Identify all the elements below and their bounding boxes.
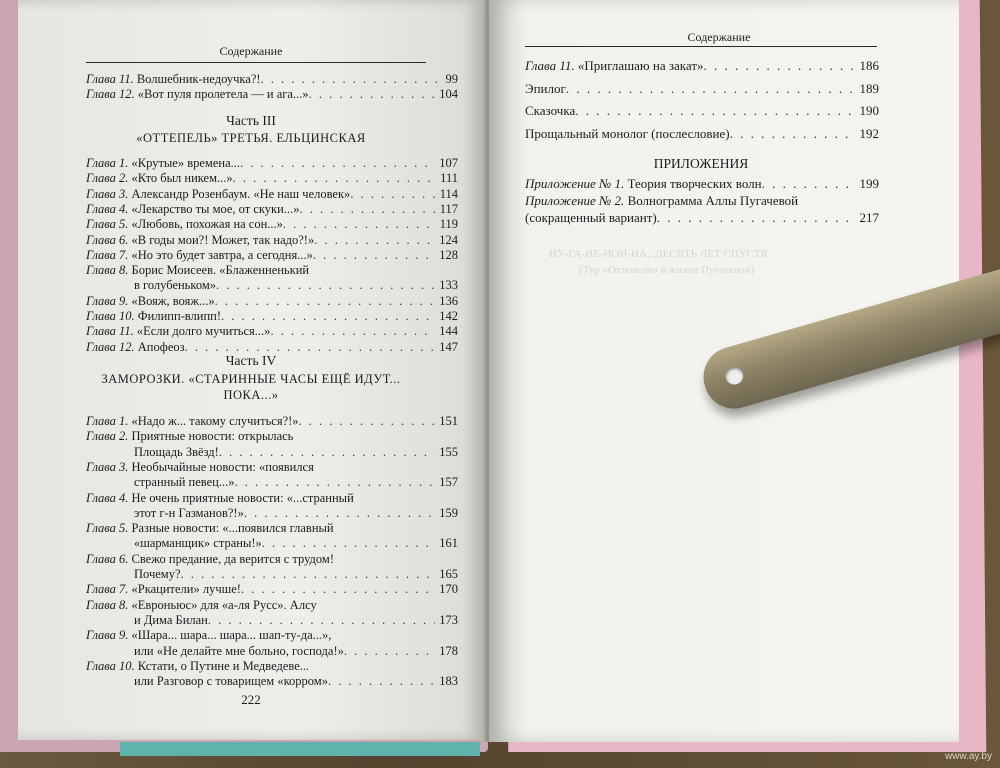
toc-page-number: 117 [439, 201, 458, 216]
leader-dots [233, 171, 437, 186]
toc-page-number: 189 [859, 80, 879, 96]
toc-chapter-title: Приятные новости: открылась [131, 429, 294, 444]
toc-entry-title [86, 202, 299, 217]
toc-entry-title [86, 582, 241, 597]
toc-page-number: 173 [439, 612, 458, 627]
toc-page-number: 186 [859, 58, 879, 73]
toc-entry [86, 324, 458, 339]
toc-entry [86, 87, 458, 102]
toc-chapter-title: «Любовь, похожая на сон...» [131, 217, 283, 232]
toc-entry [86, 414, 458, 429]
toc-entry-cont-text: этот г-н Газманов?!» [134, 505, 244, 520]
toc-chapter-label: Глава 8. [86, 263, 129, 278]
toc-chapter-title: «Надо ж... такому случиться?!» [131, 414, 299, 428]
toc-chapter-title: Волшебник-недоучка?! [136, 72, 261, 86]
running-head: Содержание [687, 30, 751, 44]
toc-page-number: 157 [439, 475, 458, 490]
toc-page-number: 178 [439, 643, 458, 658]
toc-page-number: 124 [439, 232, 458, 247]
toc-entry-title [86, 598, 317, 613]
toc-page-number: 104 [439, 87, 458, 102]
toc-chapter-title: «Крутые» времена... [131, 156, 240, 170]
toc-chapter-label: Глава 9. [86, 628, 129, 643]
toc-entry-cont-text: странный певец...» [134, 475, 235, 490]
toc-chapter-label: Приложение № 1. [525, 176, 625, 191]
toc-entry-continuation [134, 536, 458, 551]
toc-entry-continuation [134, 475, 458, 490]
part-title: Часть III [226, 113, 276, 128]
toc-entry-title [86, 171, 233, 186]
toc-entry [86, 294, 458, 309]
toc-page-number: 114 [439, 186, 458, 201]
toc-chapter-label: Глава 5. [86, 521, 129, 536]
toc-chapter-label: Глава 12. [86, 87, 135, 102]
leader-dots [350, 187, 435, 202]
leader-dots [730, 126, 856, 142]
header-rule [86, 62, 426, 63]
toc-entry-title [86, 429, 293, 444]
toc-chapter-label: Глава 4. [86, 490, 129, 505]
toc-entry-continuation [525, 210, 879, 226]
toc-page-number: 136 [439, 293, 458, 308]
toc-chapter-title: Эпилог [525, 80, 566, 96]
toc-entry-cont-text: в голубеньком» [134, 278, 216, 293]
toc-entry [86, 582, 458, 597]
toc-chapter-label: Глава 11. [525, 58, 575, 73]
toc-chapter-title: «Вот пуля пролетела — и ага...» [137, 87, 309, 102]
running-head: Содержание [219, 44, 283, 58]
toc-entry [525, 126, 879, 142]
toc-chapter-title: Волнограмма Аллы Пугачевой [627, 193, 799, 208]
toc-entry-title [86, 628, 331, 643]
leader-dots [313, 248, 435, 263]
toc-chapter-title: Свежо предание, да верится с трудом! [131, 551, 335, 566]
toc-entry-title [86, 156, 240, 171]
toc-page-number: 199 [859, 176, 879, 191]
toc-entry-cont-text: или «Не делайте мне больно, господа!» [134, 643, 344, 658]
toc-entry-continuation [134, 506, 458, 521]
toc-entry [86, 187, 458, 202]
toc-entry-title [86, 309, 221, 324]
toc-entry-continuation [134, 567, 458, 582]
toc-entry-title [525, 126, 730, 142]
toc-page-number: 217 [859, 210, 879, 225]
toc-page-number: 161 [439, 536, 458, 551]
toc-chapter-label: Глава 10. [86, 658, 135, 673]
part-subtitle: ЗАМОРОЗКИ. «СТАРИННЫЕ ЧАСЫ ЕЩЁ ИДУТ... [101, 372, 401, 386]
toc-page-number: 111 [440, 171, 458, 186]
toc-entry-title [86, 324, 270, 339]
toc-page-number: 107 [439, 156, 458, 170]
toc-chapter-title: Не очень приятные новости: «...странный [131, 490, 354, 505]
toc-chapter-title: «Шара... шара... шара... шап-ту-да...», [131, 628, 332, 643]
toc-entry-title [525, 193, 798, 209]
toc-entry [86, 217, 458, 232]
toc-entry-cont-text: Почему? [134, 567, 181, 581]
toc-chapter-label: Глава 11. [86, 72, 134, 86]
leader-dots [219, 445, 435, 460]
toc-chapter-label: Глава 9. [86, 293, 129, 308]
toc-page-number: 128 [439, 247, 458, 262]
leader-dots [241, 582, 435, 597]
leader-dots [215, 294, 436, 309]
toc-entry [525, 193, 879, 209]
leader-dots [181, 567, 436, 582]
toc-entry [86, 202, 458, 217]
leader-dots [240, 156, 435, 171]
toc-entry-title [86, 460, 314, 475]
toc-page-number: 147 [439, 339, 458, 354]
part-subtitle: «ОТТЕПЕЛЬ» ТРЕТЬЯ. ЕЛЬЦИНСКАЯ [136, 131, 366, 145]
toc-chapter-label: Глава 1. [86, 414, 129, 428]
toc-chapter-label: Глава 5. [86, 217, 129, 232]
toc-chapter-label: Глава 7. [86, 247, 129, 262]
toc-entry-cont-text: «шарманщик» страны!» [134, 536, 262, 551]
bookmark-ribbon [120, 742, 480, 756]
toc-entry [525, 81, 879, 97]
toc-entry-title [525, 176, 762, 192]
toc-entry-continuation [134, 445, 458, 460]
part-subtitle: ПОКА...» [223, 388, 279, 402]
toc-entry-cont-text: Площадь Звёзд! [134, 444, 219, 459]
toc-chapter-title: «Кто был никем...» [131, 171, 233, 186]
toc-chapter-title: «Лекарство ты мое, от скуки...» [131, 201, 300, 216]
leader-dots [657, 210, 856, 226]
toc-entry [86, 491, 458, 506]
toc-chapter-title: Филипп-влипп! [137, 309, 222, 323]
leader-dots [309, 87, 436, 102]
toc-entry [86, 429, 458, 444]
toc-chapter-title: Апофеоз [137, 339, 185, 354]
show-through-text: (Тур «Оттепели» в жизни Пугачевой) [579, 264, 755, 276]
toc-entry [86, 171, 458, 186]
leader-dots [283, 217, 436, 232]
toc-page-number: 190 [859, 103, 879, 118]
toc-chapter-title: «Если долго мучиться...» [136, 324, 271, 339]
toc-entry [86, 598, 458, 613]
toc-entry-title [86, 233, 314, 248]
leader-dots [762, 176, 856, 192]
toc-chapter-label: Глава 2. [86, 171, 129, 186]
toc-entry [86, 263, 458, 278]
toc-entry-title [86, 87, 309, 102]
leader-dots [262, 536, 435, 551]
toc-entry-continuation [134, 613, 458, 628]
ruler-hole [723, 364, 745, 386]
toc-page-number: 99 [445, 72, 458, 86]
toc-entry [86, 72, 458, 87]
part-title: Часть IV [225, 353, 277, 368]
toc-page-number: 192 [859, 125, 879, 141]
toc-chapter-label: Глава 3. [86, 459, 129, 474]
toc-page-number: 142 [439, 309, 458, 323]
toc-chapter-title: Сказочка [525, 103, 576, 118]
toc-page-number: 133 [439, 278, 458, 293]
toc-entry-title [86, 248, 313, 263]
toc-entry [525, 103, 879, 119]
toc-chapter-title: Теория творческих волн [627, 176, 762, 191]
toc-chapter-label: Глава 10. [86, 309, 135, 323]
toc-page-number: 144 [439, 324, 458, 339]
toc-entry [86, 552, 458, 567]
toc-entry-title [86, 217, 283, 232]
toc-entry [86, 659, 458, 674]
toc-entry-title [86, 491, 354, 506]
toc-entry [86, 309, 458, 324]
toc-entry-title [86, 521, 334, 536]
toc-entry [86, 460, 458, 475]
leader-dots [261, 72, 442, 87]
toc-chapter-label: Приложение № 2. [525, 193, 625, 208]
show-through-text: НУ-ГА-НЕ-ИОН-НА...ДЕСЯТЬ ЛЕТ СПУСТЯ [549, 248, 768, 260]
toc-entry-cont-text: и Дима Билан [134, 612, 208, 627]
leader-dots [299, 202, 435, 217]
toc-entry-title [525, 81, 566, 97]
toc-chapter-title: «Вояж, вояж...» [131, 293, 215, 308]
toc-page-number: 165 [439, 567, 458, 581]
watermark: www.ay.by [944, 751, 992, 762]
leader-dots [566, 81, 856, 97]
toc-page-number: 151 [439, 414, 458, 428]
toc-chapter-label: Глава 7. [86, 582, 129, 597]
toc-chapter-title: Прощальный монолог (послесловие) [525, 125, 730, 141]
toc-entry-continuation [134, 278, 458, 293]
toc-entry-title [86, 659, 309, 674]
toc-entry-continuation [134, 644, 458, 659]
toc-page-number: 183 [439, 674, 458, 689]
toc-page-number: 159 [439, 505, 458, 520]
leader-dots [208, 613, 435, 628]
toc-entry [86, 156, 458, 171]
toc-page-number: 155 [439, 444, 458, 459]
header-rule [525, 46, 877, 47]
toc-chapter-title: «Приглашаю на закат» [577, 58, 704, 73]
toc-entry-title [86, 414, 299, 429]
toc-entry-continuation [134, 674, 458, 689]
leader-dots [234, 475, 435, 490]
toc-entry [86, 248, 458, 263]
leader-dots [270, 324, 435, 339]
toc-chapter-title: Борис Моисеев. «Блаженненький [131, 263, 310, 278]
toc-chapter-title: «Евроньюс» для «а-ля Русс». Алсу [131, 597, 317, 612]
toc-entry-title [525, 58, 704, 74]
toc-chapter-label: Глава 6. [86, 232, 129, 247]
toc-chapter-title: Кстати, о Путине и Медведеве... [137, 658, 310, 673]
toc-entry [525, 176, 879, 192]
toc-chapter-label: Глава 8. [86, 597, 129, 612]
toc-page-number: 119 [439, 217, 458, 232]
toc-chapter-label: Глава 2. [86, 429, 129, 444]
leader-dots [314, 233, 435, 248]
toc-entry-title [86, 263, 309, 278]
toc-page-number: 170 [439, 582, 458, 597]
toc-entry-cont-text: (сокращенный вариант) [525, 210, 657, 225]
toc-entry-title [86, 72, 261, 87]
leader-dots [244, 506, 435, 521]
leader-dots [344, 644, 435, 659]
toc-entry-title [525, 103, 575, 119]
leader-dots [328, 674, 435, 689]
appendix-title: ПРИЛОЖЕНИЯ [653, 156, 749, 171]
toc-chapter-title: «Ркацители» лучше! [131, 582, 241, 597]
toc-entry [86, 521, 458, 536]
toc-chapter-title: Разные новости: «...появился главный [131, 521, 334, 536]
toc-chapter-label: Глава 4. [86, 201, 129, 216]
toc-chapter-title: Александр Розенбаум. «Не наш человек» [131, 186, 351, 201]
toc-entry-cont-text: или Разговор с товарищем «корром» [134, 674, 328, 689]
toc-chapter-title: «В годы мои?! Может, так надо?!» [131, 232, 315, 247]
toc-chapter-label: Глава 3. [86, 186, 129, 201]
toc-chapter-label: Глава 11. [86, 324, 134, 339]
toc-entry [525, 58, 879, 74]
leader-dots [221, 309, 435, 324]
toc-chapter-label: Глава 1. [86, 156, 129, 170]
toc-entry [86, 628, 458, 643]
toc-chapter-title: Необычайные новости: «появился [131, 459, 314, 474]
leader-dots [299, 414, 436, 429]
toc-chapter-label: Глава 6. [86, 551, 129, 566]
toc-chapter-label: Глава 12. [86, 339, 135, 354]
toc-entry [86, 233, 458, 248]
toc-entry-title [86, 552, 334, 567]
toc-entry-title [86, 294, 215, 309]
leader-dots [216, 278, 435, 293]
toc-chapter-title: «Но это будет завтра, а сегодня...» [131, 247, 313, 262]
left-page [18, 0, 484, 740]
toc-entry-title [86, 187, 350, 202]
leader-dots [704, 58, 856, 74]
page-number: 222 [241, 692, 261, 707]
leader-dots [575, 103, 855, 119]
